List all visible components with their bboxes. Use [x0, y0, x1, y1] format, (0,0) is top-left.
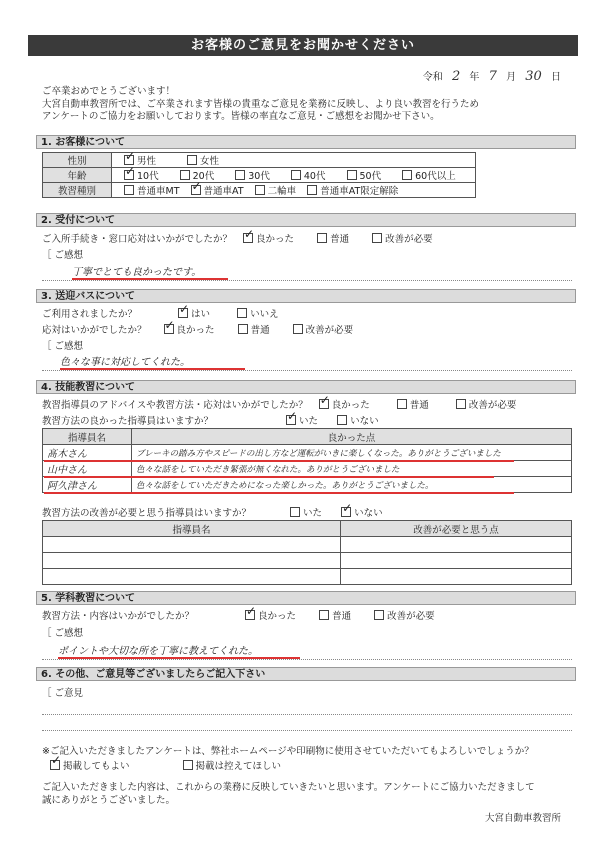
bus-comment[interactable]: 色々な事に対応してくれた。 [60, 353, 245, 370]
section-heading-customer: 1. お客様について [36, 135, 576, 149]
type-options [112, 183, 476, 198]
option-label: 二輪車 [267, 186, 297, 197]
col-header: 指導員名 [43, 429, 132, 445]
month-label: 月 [506, 72, 517, 83]
date-day[interactable]: 30 [525, 69, 542, 84]
checkbox-improve[interactable] [293, 324, 303, 334]
checkbox-no[interactable] [341, 507, 351, 517]
closing-line: ご記入いただきました内容は、これからの業務に反映していきたいと思います。アンケートにご協力いただきまして [42, 782, 535, 793]
checkbox-normal[interactable] [319, 610, 329, 620]
question-text: ご入所手続き・窓口応対はいかがでしたか？ [42, 234, 233, 245]
checkbox-improve[interactable] [456, 399, 466, 409]
question-text: ご利用されましたか？ [42, 309, 138, 320]
closing-line: 誠にありがとうございました。 [42, 794, 176, 806]
option-label: 10代 [137, 171, 159, 182]
checkbox-good[interactable] [245, 610, 255, 620]
checkbox-no[interactable] [337, 415, 347, 425]
checkbox-normal[interactable] [238, 324, 248, 334]
bus-q1-row [42, 306, 279, 320]
empty-cell[interactable] [340, 537, 571, 553]
day-label: 日 [551, 72, 561, 83]
reception-comment[interactable]: 丁寧でとても良かったです。 [72, 263, 228, 280]
option-label: 普通 [250, 325, 270, 336]
checkbox-30s[interactable] [235, 170, 245, 180]
opinion-line[interactable] [42, 698, 572, 715]
option-label: 女性 [200, 156, 220, 167]
year-label: 年 [469, 72, 480, 83]
lecture-question-row [42, 608, 435, 622]
checkbox-60s[interactable] [402, 170, 412, 180]
intro-text [42, 86, 562, 124]
comment-label: ［ ご感想 [42, 250, 84, 261]
col-header: 改善が必要と思う点 [340, 521, 571, 537]
empty-cell[interactable] [43, 553, 341, 569]
checkbox-motorcycle[interactable] [255, 185, 265, 195]
empty-cell[interactable] [43, 537, 341, 553]
improve-instructor-table [42, 520, 572, 585]
option-label: はい [191, 309, 211, 320]
option-label: 60代以上 [415, 171, 456, 182]
red-underline [44, 476, 494, 478]
table-row [43, 569, 572, 585]
skill-q2-row [42, 413, 379, 427]
checkbox-publish-ok[interactable] [50, 760, 60, 770]
option-label: いない [350, 416, 379, 427]
question-text: 教習方法・内容はいかがでしたか？ [42, 611, 195, 622]
publication-options [42, 760, 281, 774]
checkbox-improve[interactable] [372, 233, 382, 243]
empty-cell[interactable] [340, 569, 571, 585]
date-year[interactable]: 2 [451, 69, 461, 84]
good-point[interactable]: 色々な話をしていただきためになった楽しかった。ありがとうございました。 [132, 477, 572, 493]
option-label: 改善が必要 [387, 611, 435, 622]
checkbox-good[interactable] [164, 324, 174, 334]
checkbox-no[interactable] [237, 308, 247, 318]
question-text: 教習方法の良かった指導員はいますか？ [42, 416, 214, 427]
skill-q1-row [42, 397, 516, 411]
section-heading-bus: 3. 送迎バスについて [36, 289, 576, 303]
checkbox-40s[interactable] [291, 170, 301, 180]
option-label: いいえ [250, 309, 279, 320]
table-row [43, 537, 572, 553]
empty-cell[interactable] [340, 553, 571, 569]
type-label: 教習種別 [43, 183, 112, 198]
checkbox-normal[interactable] [317, 233, 327, 243]
closing-text [42, 782, 572, 807]
checkbox-50s[interactable] [347, 170, 357, 180]
bus-q2-row [42, 322, 353, 336]
option-label: 普通 [330, 234, 350, 245]
option-label: いた [299, 416, 319, 427]
reception-question-row [42, 231, 433, 245]
page-title: お客様のご意見をお聞かせください [28, 35, 578, 56]
intro-line: 大宮自動車教習所では、ご卒業されます皆様の貴重なご意見を業務に反映し、より良い教習を行うため [42, 98, 480, 110]
intro-line: ご卒業おめでとうございます！ [42, 86, 176, 97]
checkbox-10s[interactable] [124, 170, 134, 180]
option-label: 普通 [332, 611, 352, 622]
section-heading-reception: 2. 受付について [36, 213, 576, 227]
option-label: 良かった [176, 325, 215, 336]
option-label: 掲載は控えてほしい [195, 761, 282, 772]
option-label: いない [354, 508, 383, 519]
option-label: 30代 [248, 171, 270, 182]
opinion-line[interactable] [42, 714, 572, 731]
checkbox-normal[interactable] [397, 399, 407, 409]
checkbox-20s[interactable] [180, 170, 190, 180]
option-label: 男性 [137, 156, 157, 167]
option-label: 普通車MT [137, 186, 180, 197]
skill-q3-row [42, 505, 383, 519]
col-header: 良かった点 [132, 429, 572, 445]
checkbox-at-release[interactable] [307, 185, 317, 195]
section-heading-skill: 4. 技能教習について [36, 380, 576, 394]
option-label: 50代 [359, 171, 382, 182]
opinion-label: ［ ご意見 [42, 688, 84, 699]
checkbox-yes[interactable] [286, 415, 296, 425]
option-label: いた [303, 508, 323, 519]
question-text: 応対はいかがでしたか？ [42, 325, 147, 336]
checkbox-female[interactable] [187, 155, 197, 165]
option-label: 良かった [331, 400, 370, 411]
customer-table [42, 152, 476, 198]
checkbox-improve[interactable] [374, 610, 384, 620]
option-label: 20代 [192, 171, 215, 182]
date-row [423, 68, 561, 84]
option-label: 普通 [409, 400, 429, 411]
lecture-comment[interactable]: ポイントや大切な所を丁寧に教えてくれた。 [58, 642, 300, 659]
section-heading-other: 6. その他、ご意見等ございましたらご記入下さい [36, 667, 576, 681]
gender-label: 性別 [43, 153, 112, 168]
table-row [43, 445, 572, 461]
checkbox-at[interactable] [191, 185, 201, 195]
question-text: 教習指導員のアドバイスや教習方法・応対はいかがでしたか？ [42, 400, 308, 411]
red-underline [44, 492, 514, 494]
good-point[interactable]: 色々な話をしていただき緊張が無くなれた。ありがとうございました [132, 461, 572, 477]
age-label: 年齢 [43, 168, 112, 183]
comment-label: ［ ご感想 [42, 341, 84, 352]
question-text: 教習方法の改善が必要と思う指導員はいますか？ [42, 508, 252, 519]
table-row [43, 477, 572, 493]
gender-options [112, 153, 476, 168]
instructor-name[interactable]: 髙木さん [43, 445, 132, 461]
option-label: 良かった [258, 611, 297, 622]
option-label: 掲載してもよい [63, 761, 130, 772]
good-point[interactable]: ブレーキの踏み方やスピードの出し方など運転がいきに楽しくなった。ありがとうございました [132, 445, 572, 461]
school-signature: 大宮自動車教習所 [484, 813, 561, 824]
section-heading-lecture: 5. 学科教習について [36, 591, 576, 605]
option-label: 40代 [303, 171, 326, 182]
option-label: 改善が必要 [305, 325, 354, 336]
table-row [43, 461, 572, 477]
checkbox-good[interactable] [319, 399, 329, 409]
option-label: 普通車AT限定解除 [320, 186, 399, 197]
intro-line: アンケートのご協力をお願いしております。皆様の率直なご意見・ご感想をお聞かせ下さい。 [42, 111, 440, 122]
checkbox-yes[interactable] [178, 308, 188, 318]
checkbox-publish-no[interactable] [183, 760, 193, 770]
checkbox-mt[interactable] [124, 185, 134, 195]
checkbox-yes[interactable] [290, 507, 300, 517]
red-underline [44, 460, 514, 462]
date-month[interactable]: 7 [488, 69, 497, 84]
checkbox-good[interactable] [243, 233, 253, 243]
instructor-name[interactable]: 阿久津さん [43, 477, 132, 493]
age-options [112, 168, 476, 183]
publication-question: ※ご記入いただきましたアンケートは、弊社ホームページや印刷物に使用させていただいてもよろしいでしょうか？ [42, 746, 534, 757]
era: 令和 [422, 72, 443, 83]
option-label: 改善が必要 [385, 234, 433, 245]
option-label: 良かった [256, 234, 295, 245]
option-label: 普通車AT [203, 186, 244, 197]
table-row [43, 553, 572, 569]
instructor-name[interactable]: 山中さん [43, 461, 132, 477]
comment-label: ［ ご感想 [42, 628, 84, 639]
col-header: 指導員名 [43, 521, 341, 537]
empty-cell[interactable] [43, 569, 341, 585]
option-label: 改善が必要 [468, 400, 517, 411]
